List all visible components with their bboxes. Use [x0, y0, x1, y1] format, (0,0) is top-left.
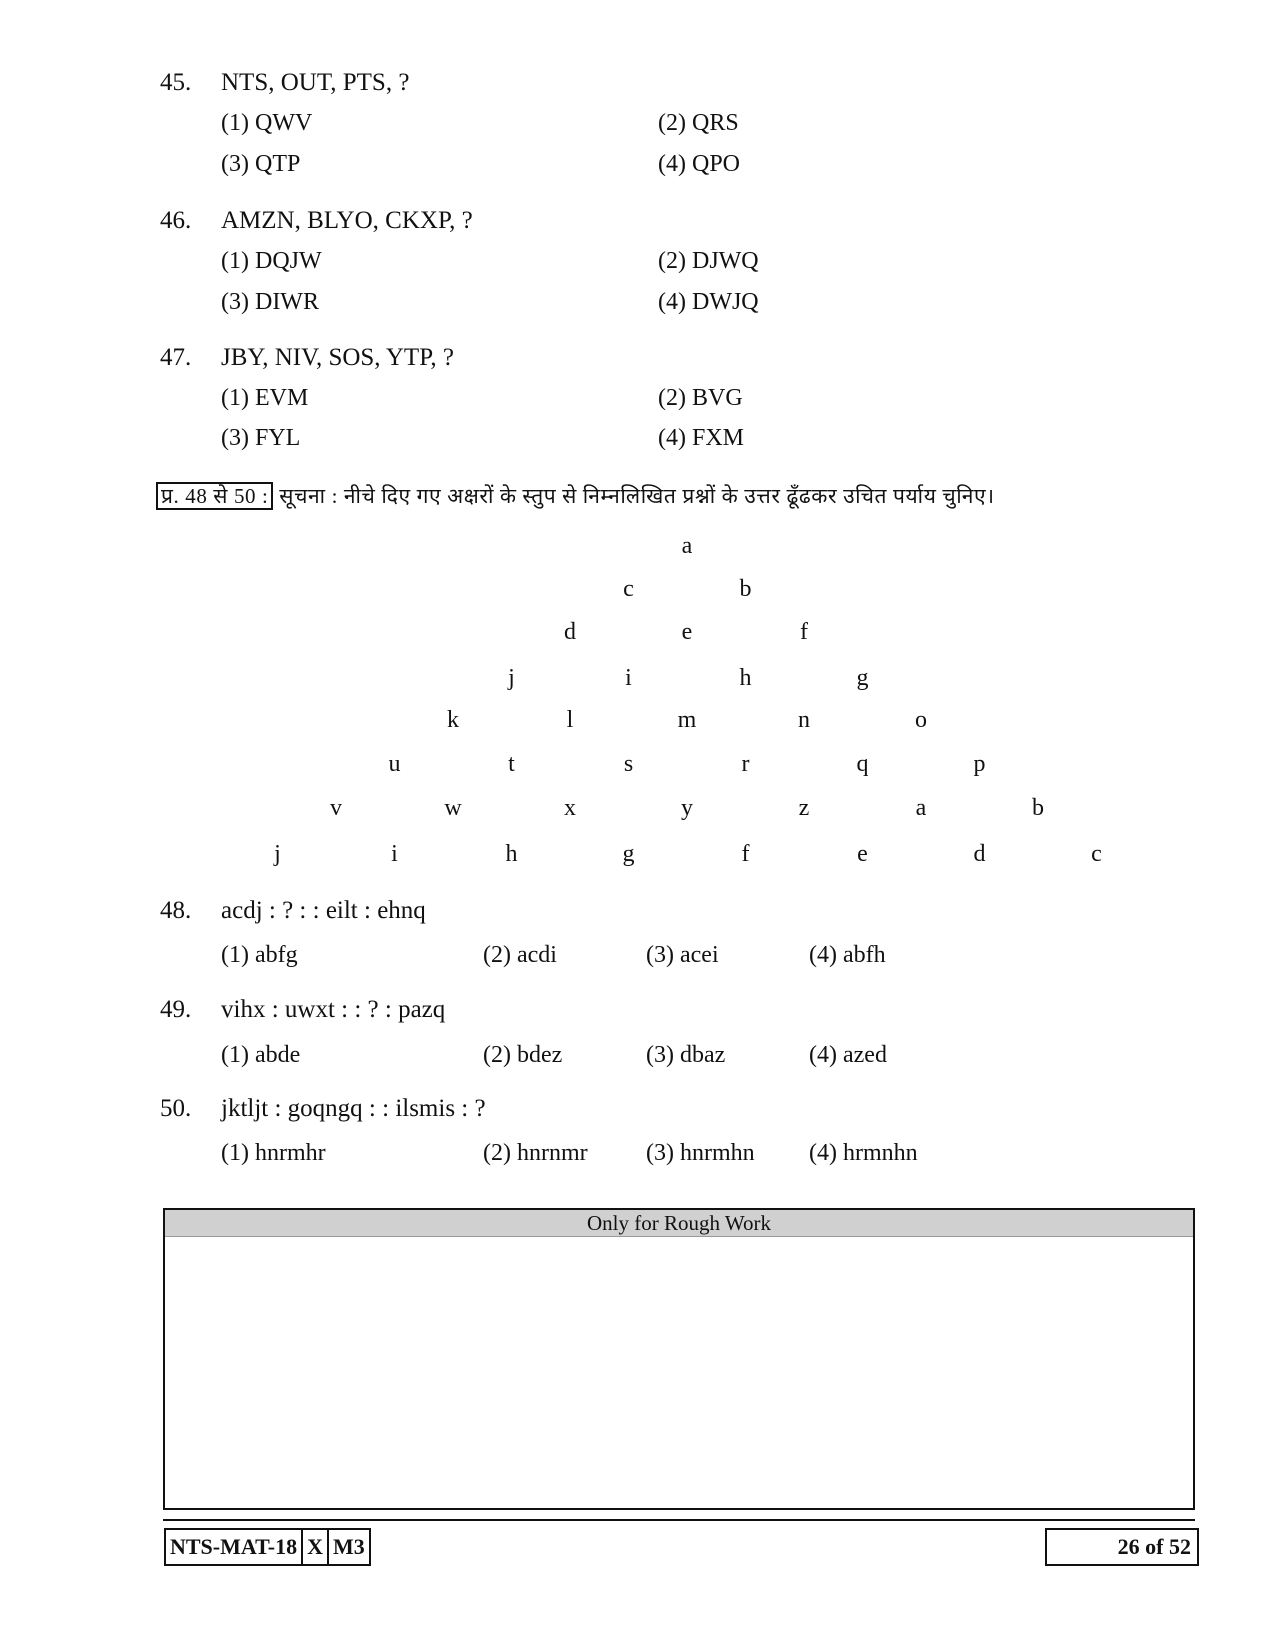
- question-text: AMZN, BLYO, CKXP, ?: [221, 207, 473, 234]
- instruction-text: सूचना : नीचे दिए गए अक्षरों के स्तुप से निम्नलिखित प्रश्नों के उत्तर ढूँढकर उचित पर्याय चुनिए।: [279, 484, 995, 508]
- pyramid-letter: g: [622, 841, 635, 867]
- pyramid-letter: p: [973, 751, 986, 777]
- rough-work-box: [163, 1208, 1195, 1510]
- pyramid-letter: n: [798, 707, 810, 733]
- option: (3) dbaz: [646, 1042, 726, 1068]
- pyramid-letter: k: [447, 707, 459, 733]
- option: (3) DIWR: [221, 289, 319, 315]
- pyramid-letter: w: [444, 795, 462, 821]
- option: (2) BVG: [658, 385, 743, 411]
- pyramid-letter: j: [508, 665, 515, 691]
- pyramid-letter: o: [915, 707, 927, 733]
- option: (4) azed: [809, 1042, 887, 1068]
- question-number: 48.: [160, 897, 192, 924]
- option: (2) bdez: [483, 1042, 563, 1068]
- rough-work-title: Only for Rough Work: [165, 1210, 1193, 1237]
- pyramid-letter: e: [681, 619, 693, 645]
- option: (1) DQJW: [221, 248, 322, 274]
- option: (2) DJWQ: [658, 248, 759, 274]
- pyramid-letter: c: [623, 576, 634, 602]
- question-number: 49.: [160, 996, 192, 1023]
- pyramid-letter: a: [915, 795, 927, 821]
- pyramid-letter: j: [274, 841, 281, 867]
- question-text: vihx : uwxt : : ? : pazq: [221, 996, 446, 1023]
- page-number: 26 of 52: [1045, 1528, 1199, 1566]
- pyramid-letter: b: [1032, 795, 1044, 821]
- question-text: acdj : ? : : eilt : ehnq: [221, 897, 426, 924]
- pyramid-letter: f: [800, 619, 808, 645]
- pyramid-letter: t: [508, 751, 515, 777]
- pyramid-letter: q: [856, 751, 869, 777]
- option: (3) QTP: [221, 151, 301, 177]
- question-text: jktljt : goqngq : : ilsmis : ?: [221, 1095, 486, 1122]
- pyramid-letter: d: [564, 619, 576, 645]
- pyramid-letter: b: [739, 576, 752, 602]
- option: (1) hnrmhr: [221, 1140, 326, 1166]
- option: (1) abfg: [221, 942, 298, 968]
- pyramid-letter: l: [566, 707, 574, 733]
- footer-divider: [163, 1519, 1195, 1521]
- footer-code-cell: M3: [327, 1528, 371, 1566]
- pyramid-letter: v: [330, 795, 342, 821]
- option: (2) QRS: [658, 110, 739, 136]
- footer-code-box: [164, 1528, 371, 1566]
- footer-code-cell: NTS-MAT-18: [164, 1528, 303, 1566]
- pyramid-letter: d: [973, 841, 986, 867]
- option: (1) EVM: [221, 385, 309, 411]
- pyramid-letter: h: [739, 665, 752, 691]
- option: (4) FXM: [658, 425, 745, 451]
- instruction-label: प्र. 48 से 50 :: [156, 482, 273, 510]
- pyramid-letter: a: [681, 533, 693, 559]
- question-number: 50.: [160, 1095, 192, 1122]
- pyramid-letter: x: [564, 795, 576, 821]
- option: (4) abfh: [809, 942, 886, 968]
- footer-code-cell: X: [301, 1528, 329, 1566]
- pyramid-letter: r: [741, 751, 750, 777]
- pyramid-letter: h: [505, 841, 518, 867]
- question-number: 46.: [160, 207, 192, 234]
- option: (1) QWV: [221, 110, 313, 136]
- question-number: 47.: [160, 344, 192, 371]
- instruction: [156, 482, 995, 510]
- option: (4) QPO: [658, 151, 740, 177]
- pyramid-letter: m: [677, 707, 697, 733]
- option: (1) abde: [221, 1042, 301, 1068]
- pyramid-letter: y: [681, 795, 693, 821]
- option: (3) hnrmhn: [646, 1140, 755, 1166]
- pyramid-letter: z: [798, 795, 810, 821]
- question-text: JBY, NIV, SOS, YTP, ?: [221, 344, 454, 371]
- option: (4) DWJQ: [658, 289, 759, 315]
- pyramid-letter: u: [388, 751, 401, 777]
- option: (2) hnrnmr: [483, 1140, 588, 1166]
- option: (4) hrmnhn: [809, 1140, 918, 1166]
- pyramid-letter: g: [856, 665, 869, 691]
- question-number: 45.: [160, 69, 192, 96]
- pyramid-letter: i: [625, 665, 632, 691]
- pyramid-letter: c: [1091, 841, 1102, 867]
- pyramid-letter: i: [391, 841, 398, 867]
- pyramid-letter: f: [741, 841, 750, 867]
- pyramid-letter: s: [623, 751, 634, 777]
- pyramid-letter: e: [857, 841, 868, 867]
- option: (2) acdi: [483, 942, 557, 968]
- question-text: NTS, OUT, PTS, ?: [221, 69, 410, 96]
- option: (3) FYL: [221, 425, 301, 451]
- option: (3) acei: [646, 942, 719, 968]
